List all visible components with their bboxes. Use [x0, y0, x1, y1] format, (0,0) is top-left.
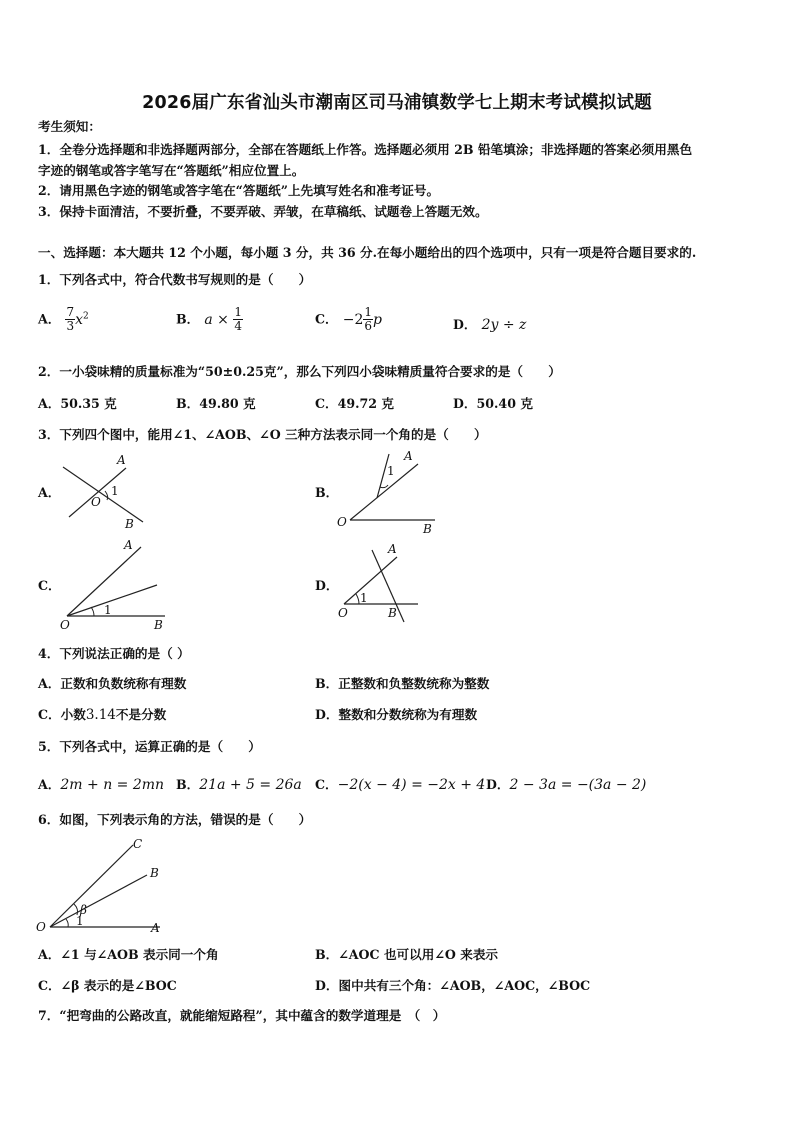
q1-option-c[interactable]: C． −2 $\frac{1}{6}$ p — [315, 305, 382, 333]
q3-figure-c — [55, 535, 170, 633]
label-O: O — [337, 515, 347, 529]
label-A: A — [124, 538, 133, 552]
q1-option-d[interactable]: D． 2y ÷ z — [453, 317, 527, 333]
q6-figure — [30, 833, 170, 938]
question-5-stem: 5．下列各式中，运算正确的是（ ） — [38, 739, 261, 754]
q6-option-a[interactable]: A．∠1 与∠AOB 表示同一个角 — [38, 947, 219, 962]
q4-option-b[interactable]: B．正整数和负整数统称为整数 — [315, 676, 490, 691]
question-2-stem: 2．一小袋味精的质量标准为“50±0.25克”，那么下列四小袋味精质量符合要求的是（ ） — [38, 364, 561, 379]
q4-option-c[interactable]: C．小数3.14不是分数 — [38, 707, 167, 723]
q2-option-c[interactable]: C．49.72 克 — [315, 396, 395, 411]
notice-item-1: 1．全卷分选择题和非选择题两部分，全部在答题纸上作答。选择题必须用 2B 铅笔填涂；非选择题的答案必须用黑色 — [38, 142, 693, 157]
question-6-stem: 6．如图，下列表示角的方法，错误的是（ ） — [38, 812, 312, 827]
label-B: B — [388, 606, 397, 620]
page-title: 2026届广东省汕头市潮南区司马浦镇数学七上期末考试模拟试题 — [142, 93, 652, 113]
q3-figure-a — [55, 450, 165, 535]
label-C: C — [133, 837, 143, 851]
q5-option-c[interactable]: C．−2(x − 4) = −2x + 4 — [315, 777, 486, 793]
q4-option-d[interactable]: D．整数和分数统称为有理数 — [315, 707, 478, 722]
q4-option-a[interactable]: A．正数和负数统称有理数 — [38, 676, 187, 691]
label-B: B — [125, 517, 134, 531]
q5-option-d[interactable]: D．2 − 3a = −(3a − 2) — [486, 777, 647, 793]
notice-heading: 考生须知： — [38, 119, 101, 134]
label-A: A — [151, 921, 160, 935]
q3-option-b[interactable]: B． — [315, 485, 339, 500]
q6-option-b[interactable]: B．∠AOC 也可以用∠O 来表示 — [315, 947, 499, 962]
q1-option-b[interactable]: B． a × $\frac{1}{4}$ — [176, 305, 242, 333]
q2-option-d[interactable]: D．50.40 克 — [453, 396, 533, 411]
q3-figure-b — [330, 445, 445, 540]
label-O: O — [91, 495, 101, 509]
q3-option-d[interactable]: D． — [315, 578, 339, 593]
label-O: O — [338, 606, 348, 620]
label-O: O — [36, 920, 46, 934]
label-A: A — [117, 453, 126, 467]
question-3-stem: 3．下列四个图中，能用∠1、∠AOB、∠O 三种方法表示同一个角的是（ ） — [38, 427, 487, 442]
q6-option-d[interactable]: D．图中共有三个角：∠AOB，∠AOC，∠BOC — [315, 978, 591, 993]
q3-figure-d — [330, 540, 430, 625]
label-1: 1 — [104, 603, 112, 617]
question-7-stem: 7．“把弯曲的公路改直，就能缩短路程”，其中蕴含的数学道理是 （ ） — [38, 1008, 446, 1023]
label-beta: β — [80, 903, 87, 917]
q5-option-b[interactable]: B．21a + 5 = 26a — [176, 777, 302, 793]
label-B: B — [150, 866, 159, 880]
notice-item-1-cont: 字迹的钢笔或答字笔写在“答题纸”相应位置上。 — [38, 163, 305, 178]
label-A: A — [388, 542, 397, 556]
q2-option-a[interactable]: A．50.35 克 — [38, 396, 117, 411]
label-1: 1 — [76, 914, 84, 928]
q6-option-c[interactable]: C．∠β 表示的是∠BOC — [38, 978, 177, 993]
notice-item-3: 3．保持卡面清洁，不要折叠，不要弄破、弄皱，在草稿纸、试题卷上答题无效。 — [38, 204, 488, 219]
notice-item-2: 2．请用黑色字迹的钢笔或答字笔在“答题纸”上先填写姓名和准考证号。 — [38, 183, 440, 198]
label-O: O — [60, 618, 70, 632]
q3-option-a[interactable]: A． — [38, 485, 61, 500]
q5-option-a[interactable]: A．2m + n = 2mn — [38, 777, 165, 793]
label-B: B — [154, 618, 163, 632]
question-1-stem: 1．下列各式中，符合代数书写规则的是（ ） — [38, 272, 312, 287]
question-4-stem: 4．下列说法正确的是（ ） — [38, 646, 190, 661]
section-heading: 一、选择题：本大题共 12 个小题，每小题 3 分，共 36 分.在每小题给出的四个选项中，只有一项是符合题目要求的. — [38, 245, 697, 260]
label-1: 1 — [387, 464, 395, 478]
label-1: 1 — [360, 591, 368, 605]
label-A: A — [404, 449, 413, 463]
label-1: 1 — [111, 484, 119, 498]
q3-option-c[interactable]: C． — [38, 578, 61, 593]
label-B: B — [423, 522, 432, 536]
q2-option-b[interactable]: B．49.80 克 — [176, 396, 256, 411]
q1-option-a[interactable]: A． $\frac{7}{3}$ $x^2$ — [38, 305, 89, 333]
